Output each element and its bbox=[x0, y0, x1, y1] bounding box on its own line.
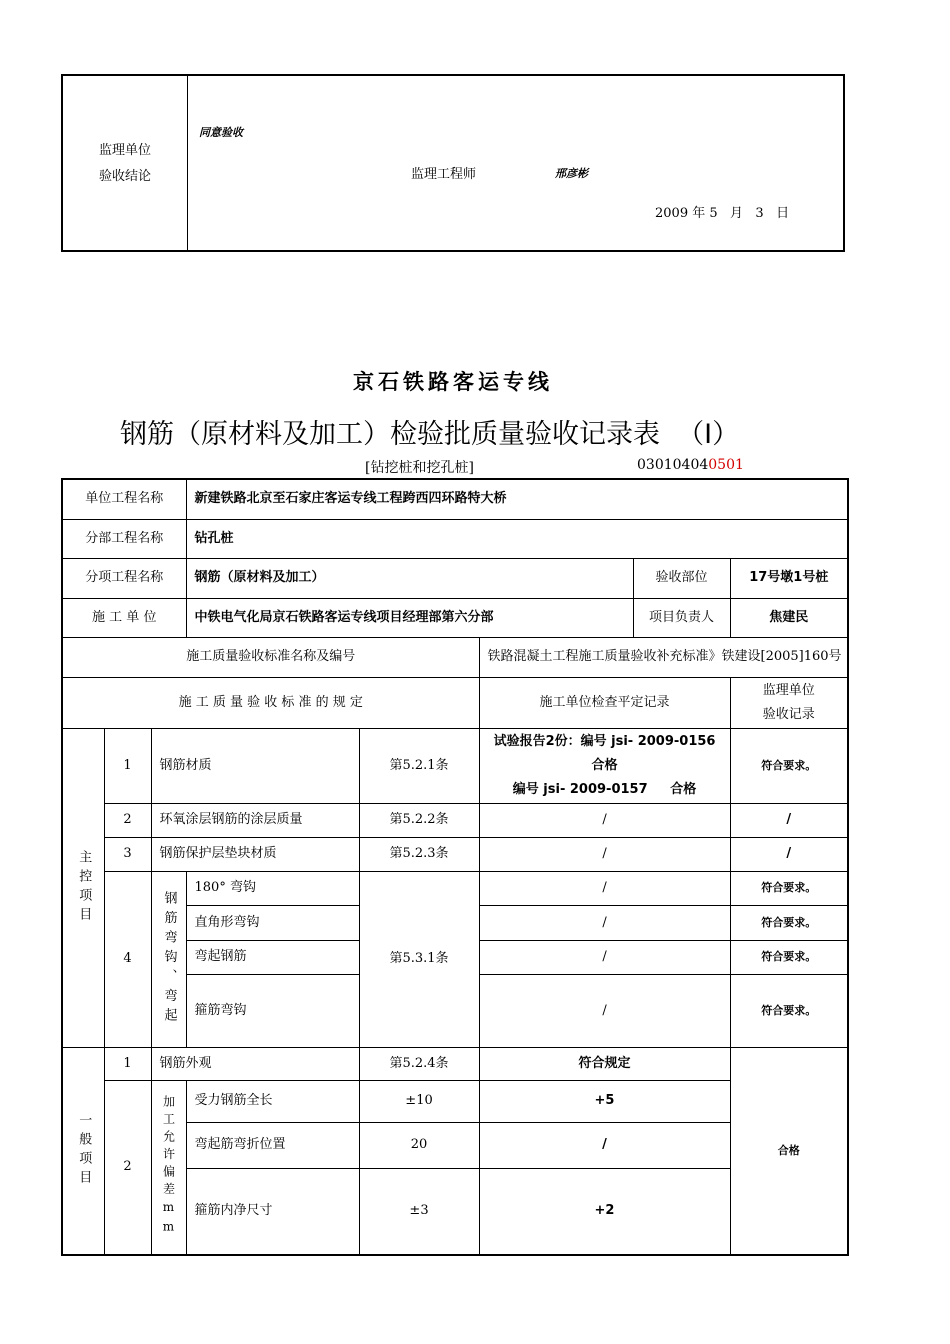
builder-check: / bbox=[479, 803, 730, 837]
item-name: 钢筋保护层垫块材质 bbox=[151, 837, 359, 871]
row-number: 2 bbox=[104, 803, 151, 837]
general-group: 一般项目 bbox=[62, 1047, 104, 1255]
conclusion-date: 2009 年 5 月 3 日 bbox=[655, 206, 790, 221]
standard-row bbox=[62, 637, 848, 677]
inspection-table bbox=[61, 478, 849, 1256]
item-name: 弯起钢筋 bbox=[186, 940, 359, 974]
row-number: 1 bbox=[104, 728, 151, 803]
hook-group: 钢筋弯钩、弯起 bbox=[151, 871, 186, 1047]
supervisor-result: / bbox=[730, 803, 848, 837]
builder-row bbox=[62, 598, 848, 637]
clause: 第5.3.1条 bbox=[359, 871, 479, 1047]
builder-check: 试验报告2份：编号 jsi- 2009-0156 合格 编号 jsi- 2009-0157 合格 bbox=[479, 728, 730, 803]
builder-check: / bbox=[479, 905, 730, 940]
doc-title-main: 钢筋（原材料及加工）检验批质量验收记录表 （Ⅰ） bbox=[120, 419, 740, 450]
table-row bbox=[62, 728, 848, 803]
header-standard: 施 工 质 量 验 收 标 准 的 规 定 bbox=[62, 677, 479, 728]
row-number: 3 bbox=[104, 837, 151, 871]
general-result: 合格 bbox=[730, 1047, 848, 1255]
item-name: 箍筋内净尺寸 bbox=[186, 1168, 359, 1255]
unit-name-row bbox=[62, 479, 848, 519]
item-name-value: 钢筋（原材料及加工） bbox=[186, 558, 633, 598]
builder-check: / bbox=[479, 837, 730, 871]
doc-title-line: 京石铁路客运专线 bbox=[353, 370, 553, 394]
builder-check: +2 bbox=[479, 1168, 730, 1255]
manager-value: 焦建民 bbox=[730, 598, 848, 637]
item-name: 环氧涂层钢筋的涂层质量 bbox=[151, 803, 359, 837]
doc-code-red: 0501 bbox=[708, 457, 744, 473]
tolerance: 20 bbox=[359, 1122, 479, 1168]
supervisor-result: 符合要求。 bbox=[730, 871, 848, 905]
item-name-label: 分项工程名称 bbox=[62, 558, 186, 598]
standard-label: 施工质量验收标准名称及编号 bbox=[62, 637, 479, 677]
table-row bbox=[62, 837, 848, 871]
header-builder-check: 施工单位检查平定记录 bbox=[479, 677, 730, 728]
header-supervisor: 监理单位 验收记录 bbox=[730, 677, 848, 728]
part-label: 验收部位 bbox=[633, 558, 730, 598]
tolerance: ±10 bbox=[359, 1080, 479, 1122]
top-block-divider bbox=[187, 76, 188, 252]
builder-check: 符合规定 bbox=[479, 1047, 730, 1080]
row-number: 1 bbox=[104, 1047, 151, 1080]
item-name: 箍筋弯钩 bbox=[186, 974, 359, 1047]
item-name: 180° 弯钩 bbox=[186, 871, 359, 905]
supervisor-result: 符合要求。 bbox=[730, 728, 848, 803]
table-row bbox=[62, 871, 848, 905]
standard-value: 铁路混凝土工程施工质量验收补充标准》铁建设[2005]160号 bbox=[479, 637, 848, 677]
clause: 第5.2.1条 bbox=[359, 728, 479, 803]
doc-code-black: 03010404 bbox=[637, 457, 709, 473]
clause: 第5.2.2条 bbox=[359, 803, 479, 837]
table-row bbox=[62, 803, 848, 837]
supervisor-result: 符合要求。 bbox=[730, 905, 848, 940]
item-name: 钢筋材质 bbox=[151, 728, 359, 803]
builder-check: / bbox=[479, 940, 730, 974]
builder-value: 中铁电气化局京石铁路客运专线项目经理部第六分部 bbox=[186, 598, 633, 637]
sub-name-value: 钻孔桩 bbox=[186, 519, 848, 558]
row-number: 4 bbox=[104, 871, 151, 1047]
tolerance: ±3 bbox=[359, 1168, 479, 1255]
table-row bbox=[62, 1047, 848, 1080]
item-name: 弯起筋弯折位置 bbox=[186, 1122, 359, 1168]
doc-code bbox=[637, 457, 744, 473]
top-conclusion-block bbox=[61, 74, 845, 252]
supervisor-result: 符合要求。 bbox=[730, 940, 848, 974]
engineer-signature: 邢彦彬 bbox=[555, 167, 588, 180]
row-number: 2 bbox=[104, 1080, 151, 1255]
builder-check: / bbox=[479, 871, 730, 905]
unit-name-label: 单位工程名称 bbox=[62, 479, 186, 519]
builder-label: 施 工 单 位 bbox=[62, 598, 186, 637]
builder-check: / bbox=[479, 974, 730, 1047]
manager-label: 项目负责人 bbox=[633, 598, 730, 637]
sub-name-row bbox=[62, 519, 848, 558]
supervisor-conclusion-label: 监理单位 验收结论 bbox=[98, 143, 151, 184]
header-row bbox=[62, 677, 848, 728]
doc-subtitle: [钻挖桩和挖孔桩] bbox=[365, 460, 474, 476]
item-name: 钢筋外观 bbox=[151, 1047, 359, 1080]
item-name: 受力钢筋全长 bbox=[186, 1080, 359, 1122]
supervisor-result: / bbox=[730, 837, 848, 871]
tolerance-group: 加工允许偏差mm bbox=[151, 1080, 186, 1255]
clause: 第5.2.4条 bbox=[359, 1047, 479, 1080]
engineer-label: 监理工程师 bbox=[411, 167, 477, 182]
clause: 第5.2.3条 bbox=[359, 837, 479, 871]
part-value: 17号墩1号桩 bbox=[730, 558, 848, 598]
main-control-group: 主控项目 bbox=[62, 728, 104, 1047]
supervisor-result: 符合要求。 bbox=[730, 974, 848, 1047]
unit-name-value: 新建铁路北京至石家庄客运专线工程跨西四环路特大桥 bbox=[186, 479, 848, 519]
sub-name-label: 分部工程名称 bbox=[62, 519, 186, 558]
acceptance-remark: 同意验收 bbox=[199, 126, 243, 139]
builder-check: / bbox=[479, 1122, 730, 1168]
builder-check: +5 bbox=[479, 1080, 730, 1122]
item-name: 直角形弯钩 bbox=[186, 905, 359, 940]
item-name-row bbox=[62, 558, 848, 598]
